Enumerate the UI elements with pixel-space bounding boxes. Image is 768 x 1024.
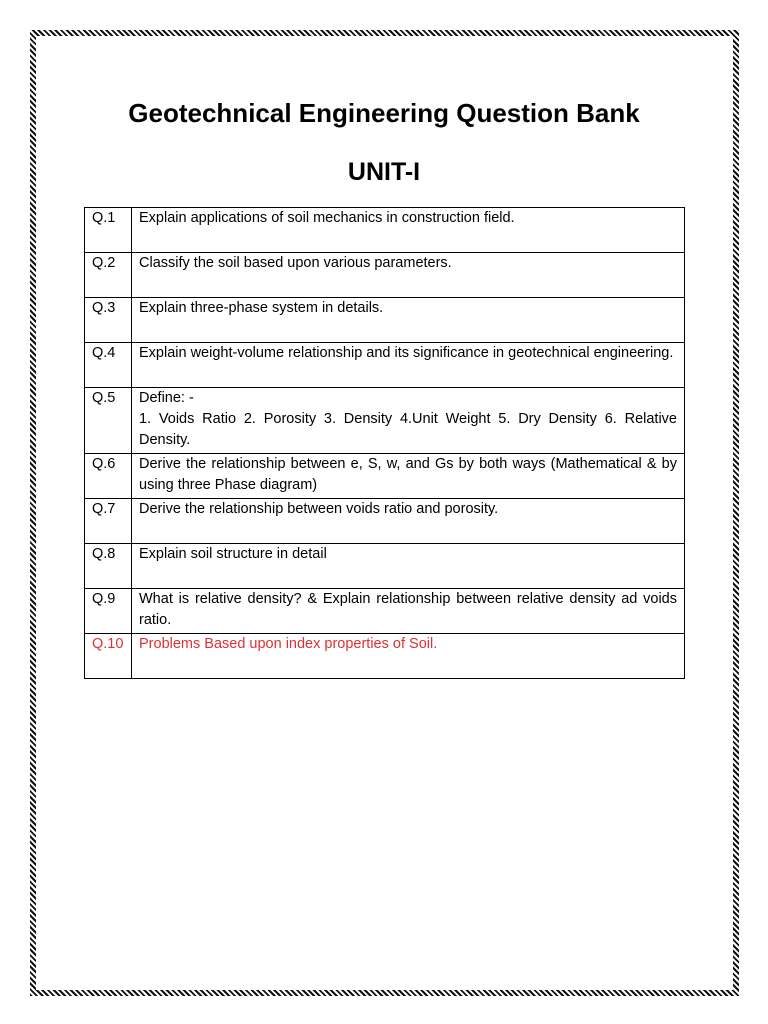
question-text: Classify the soil based upon various parameters. — [132, 253, 685, 298]
question-text: Explain three-phase system in details. — [132, 298, 685, 343]
question-number: Q.10 — [85, 634, 132, 679]
table-row — [85, 298, 685, 343]
document-title: Geotechnical Engineering Question Bank — [128, 98, 640, 128]
table-row — [85, 499, 685, 544]
question-number: Q.5 — [85, 388, 132, 454]
question-number: Q.8 — [85, 544, 132, 589]
question-text: Explain soil structure in detail — [132, 544, 685, 589]
question-text: Problems Based upon index properties of Soil. — [132, 634, 685, 679]
table-row — [85, 634, 685, 679]
question-number: Q.7 — [85, 499, 132, 544]
question-table — [84, 207, 685, 679]
table-row — [85, 253, 685, 298]
question-text: Define: - 1. Voids Ratio 2. Porosity 3. Density 4.Unit Weight 5. Dry Density 6. Relative Density. — [132, 388, 685, 454]
table-row — [85, 208, 685, 253]
question-text: What is relative density? & Explain relationship between relative density ad voids ratio. — [132, 589, 685, 634]
unit-heading: UNIT-I — [347, 158, 421, 186]
question-number: Q.4 — [85, 343, 132, 388]
question-text: Explain weight-volume relationship and its significance in geotechnical engineering. — [132, 343, 685, 388]
question-number: Q.6 — [85, 454, 132, 499]
question-text: Derive the relationship between voids ratio and porosity. — [132, 499, 685, 544]
question-text: Derive the relationship between e, S, w, and Gs by both ways (Mathematical & by using three Phase diagram) — [132, 454, 685, 499]
table-row — [85, 544, 685, 589]
question-number: Q.1 — [85, 208, 132, 253]
question-text: Explain applications of soil mechanics in construction field. — [132, 208, 685, 253]
question-number: Q.2 — [85, 253, 132, 298]
table-row — [85, 343, 685, 388]
question-number: Q.9 — [85, 589, 132, 634]
table-row — [85, 454, 685, 499]
table-row — [85, 589, 685, 634]
question-number: Q.3 — [85, 298, 132, 343]
table-row — [85, 388, 685, 454]
